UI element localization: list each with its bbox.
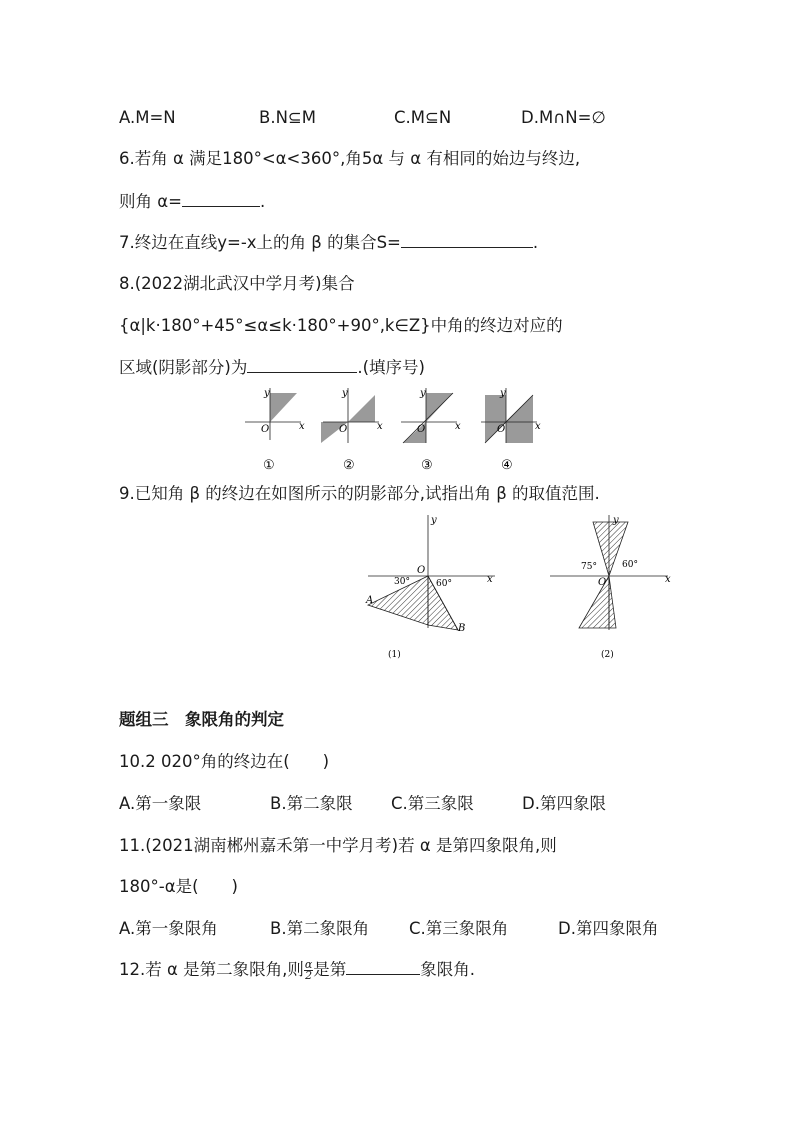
origin-label: O [417,565,426,576]
axis-x-label: x [487,574,493,585]
q12-suffix: 象限角. [420,960,476,979]
axis-x-label: x [455,421,461,432]
q11-option-a[interactable]: A.第一象限角 [119,919,218,938]
q11-options [119,918,659,940]
q7-line [119,231,538,254]
q8-fig-label-1: ① [263,458,275,473]
q6-suffix: . [259,192,266,211]
q6-line2 [119,190,265,213]
q12-frac-den: 2 [305,969,313,982]
axis-y-label: y [431,515,437,526]
q5-options [119,107,606,129]
q8-figure-1 [245,388,305,473]
axis-x-label: x [299,421,305,432]
axis-x-label: x [377,421,383,432]
q9-fig2-angle-left: 75° [581,562,597,572]
q9-fig1-angle-right: 60° [436,579,452,589]
q12-prefix: 12.若 α 是第二象限角,则 [119,960,304,979]
q12-answer-blank[interactable] [346,958,420,975]
q8-prefix: 区域(阴影部分)为 [119,358,248,377]
q9-fig1-angle-left: 30° [394,577,410,587]
q8-figures [245,385,545,475]
q12-frac-num: α [304,958,313,971]
q9-fig1-caption: (1) [388,650,401,660]
q10-options [119,793,606,815]
q11-option-b[interactable]: B.第二象限角 [270,919,370,938]
q9-text: 9.已知角 β 的终边在如图所示的阴影部分,试指出角 β 的取值范围. [119,484,600,503]
q8-figure-3 [401,388,461,473]
q7-answer-blank[interactable] [401,231,533,248]
q12-line [119,958,475,981]
origin-label: O [598,577,607,588]
q9-fig1-point-a: A [366,595,374,606]
origin-label: O [497,424,506,435]
axis-y-label: y [342,388,348,399]
q8-line1: 8.(2022湖北武汉中学月考)集合 [119,274,355,293]
q10-option-a[interactable]: A.第一象限 [119,794,202,813]
q5-option-c: C.M⊆N [394,108,452,127]
q8-line3 [119,356,425,379]
q9-figures [360,510,690,665]
section-heading: 题组三 象限角的判定 [119,710,284,729]
q12-middle: 是第 [313,960,347,979]
q8-fig-label-2: ② [343,458,355,473]
q5-option-b: B.N⊆M [259,108,316,127]
origin-label: O [417,424,426,435]
q6-line1: 6.若角 α 满足180°<α<360°,角5α 与 α 有相同的始边与终边, [119,149,581,168]
axis-x-label: x [535,421,541,432]
q10-option-d[interactable]: D.第四象限 [522,794,606,813]
axis-x-label: x [665,574,671,585]
q11-line2: 180°-α是( ) [119,877,238,896]
q11-line1: 11.(2021湖南郴州嘉禾第一中学月考)若 α 是第四象限角,则 [119,836,557,855]
q11-option-d[interactable]: D.第四象限角 [558,919,659,938]
q8-suffix: .(填序号) [357,358,425,377]
q6-prefix: 则角 α= [119,192,182,211]
axis-y-label: y [500,388,506,399]
q9-fig2-angle-right: 60° [622,560,638,570]
q8-fig-label-4: ④ [501,458,513,473]
q7-suffix: . [532,233,539,252]
q8-fig-label-3: ③ [421,458,433,473]
q10-option-c[interactable]: C.第三象限 [391,794,474,813]
q11-option-c[interactable]: C.第三象限角 [409,919,509,938]
q5-option-a: A.M=N [119,108,176,127]
q9-fig1-point-b: B [458,623,466,634]
axis-y-label: y [264,388,270,399]
q5-option-d: D.M∩N=∅ [521,108,606,127]
q8-figure-2 [321,388,383,473]
q10-option-b[interactable]: B.第二象限 [270,794,353,813]
axis-y-label: y [613,515,619,526]
q10-stem: 10.2 020°角的终边在( ) [119,752,330,771]
q8-line2: {α|k·180°+45°≤α≤k·180°+90°,k∈Z}中角的终边对应的 [119,316,563,335]
origin-label: O [339,424,348,435]
q8-answer-blank[interactable] [247,356,357,373]
q8-figure-4 [481,388,541,473]
axis-y-label: y [420,388,426,399]
q7-prefix: 7.终边在直线y=-x上的角 β 的集合S= [119,233,401,252]
q6-answer-blank[interactable] [182,190,260,207]
q9-figure-1 [365,515,495,660]
q9-figure-2 [550,515,671,660]
origin-label: O [261,424,270,435]
q12-fraction [304,960,313,981]
q9-fig2-caption: (2) [601,650,614,660]
